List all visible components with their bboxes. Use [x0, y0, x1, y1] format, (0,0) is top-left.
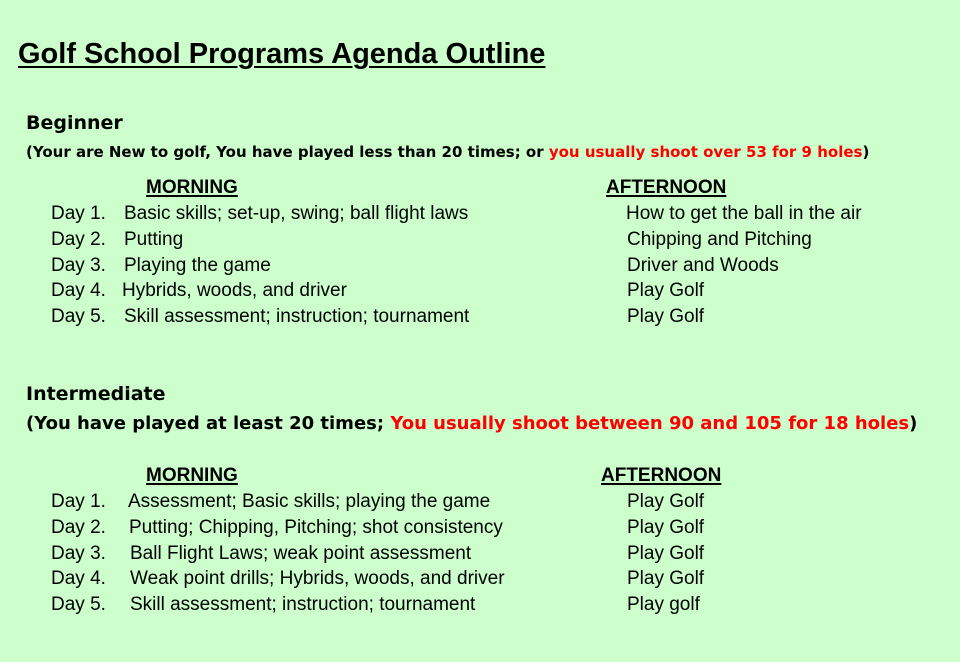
- beginner-afternoon-item: Play Golf: [627, 280, 705, 301]
- intermediate-description: [26, 413, 917, 434]
- intermediate-afternoon-item: Play Golf: [627, 543, 705, 564]
- intermediate-morning-header: MORNING: [146, 465, 238, 486]
- beginner-day: Day 4.: [51, 280, 106, 301]
- beginner-afternoon-item: Driver and Woods: [627, 255, 779, 276]
- beginner-description-close: ): [862, 143, 870, 161]
- beginner-morning-header: MORNING: [146, 177, 238, 198]
- intermediate-afternoon-item: Play Golf: [627, 517, 705, 538]
- beginner-day: Day 3.: [51, 255, 106, 276]
- intermediate-day: Day 5.: [51, 594, 106, 615]
- intermediate-morning-item: Weak point drills; Hybrids, woods, and driver: [130, 568, 505, 589]
- beginner-morning-item: Playing the game: [124, 255, 271, 276]
- intermediate-description-highlight: You usually shoot between 90 and 105 for 18 holes: [390, 413, 910, 434]
- intermediate-heading: Intermediate: [26, 383, 166, 405]
- beginner-day: Day 2.: [51, 229, 106, 250]
- intermediate-day: Day 4.: [51, 568, 106, 589]
- intermediate-day: Day 3.: [51, 543, 106, 564]
- beginner-afternoon-header: AFTERNOON: [606, 177, 727, 198]
- beginner-day: Day 5.: [51, 306, 106, 327]
- intermediate-morning-item: Skill assessment; instruction; tournament: [130, 594, 476, 615]
- beginner-day: Day 1.: [51, 203, 106, 224]
- intermediate-afternoon-item: Play golf: [627, 594, 700, 615]
- beginner-morning-item: Putting: [124, 229, 184, 250]
- beginner-morning-item: Skill assessment; instruction; tournament: [124, 306, 470, 327]
- intermediate-afternoon-item: Play Golf: [627, 491, 705, 512]
- intermediate-description-text: (You have played at least 20 times;: [26, 413, 391, 434]
- intermediate-afternoon-item: Play Golf: [627, 568, 705, 589]
- intermediate-day: Day 2.: [51, 517, 106, 538]
- intermediate-morning-item: Assessment; Basic skills; playing the game: [128, 491, 491, 512]
- beginner-description-text: (Your are New to golf, You have played less than 20 times; or: [26, 143, 549, 161]
- intermediate-afternoon-header: AFTERNOON: [601, 465, 722, 486]
- intermediate-morning-item: Putting; Chipping, Pitching; shot consistency: [129, 517, 503, 538]
- beginner-description: [26, 143, 869, 161]
- beginner-afternoon-item: Play Golf: [627, 306, 705, 327]
- page-title: Golf School Programs Agenda Outline: [18, 38, 546, 70]
- beginner-heading: Beginner: [26, 112, 123, 134]
- intermediate-morning-item: Ball Flight Laws; weak point assessment: [130, 543, 472, 564]
- intermediate-day: Day 1.: [51, 491, 106, 512]
- beginner-morning-item: Basic skills; set-up, swing; ball flight laws: [124, 203, 469, 224]
- beginner-morning-item: Hybrids, woods, and driver: [122, 280, 347, 301]
- beginner-description-highlight: you usually shoot over 53 for 9 holes: [548, 143, 863, 161]
- beginner-afternoon-item: Chipping and Pitching: [627, 229, 812, 250]
- intermediate-description-close: ): [909, 413, 918, 434]
- beginner-afternoon-item: How to get the ball in the air: [626, 203, 862, 224]
